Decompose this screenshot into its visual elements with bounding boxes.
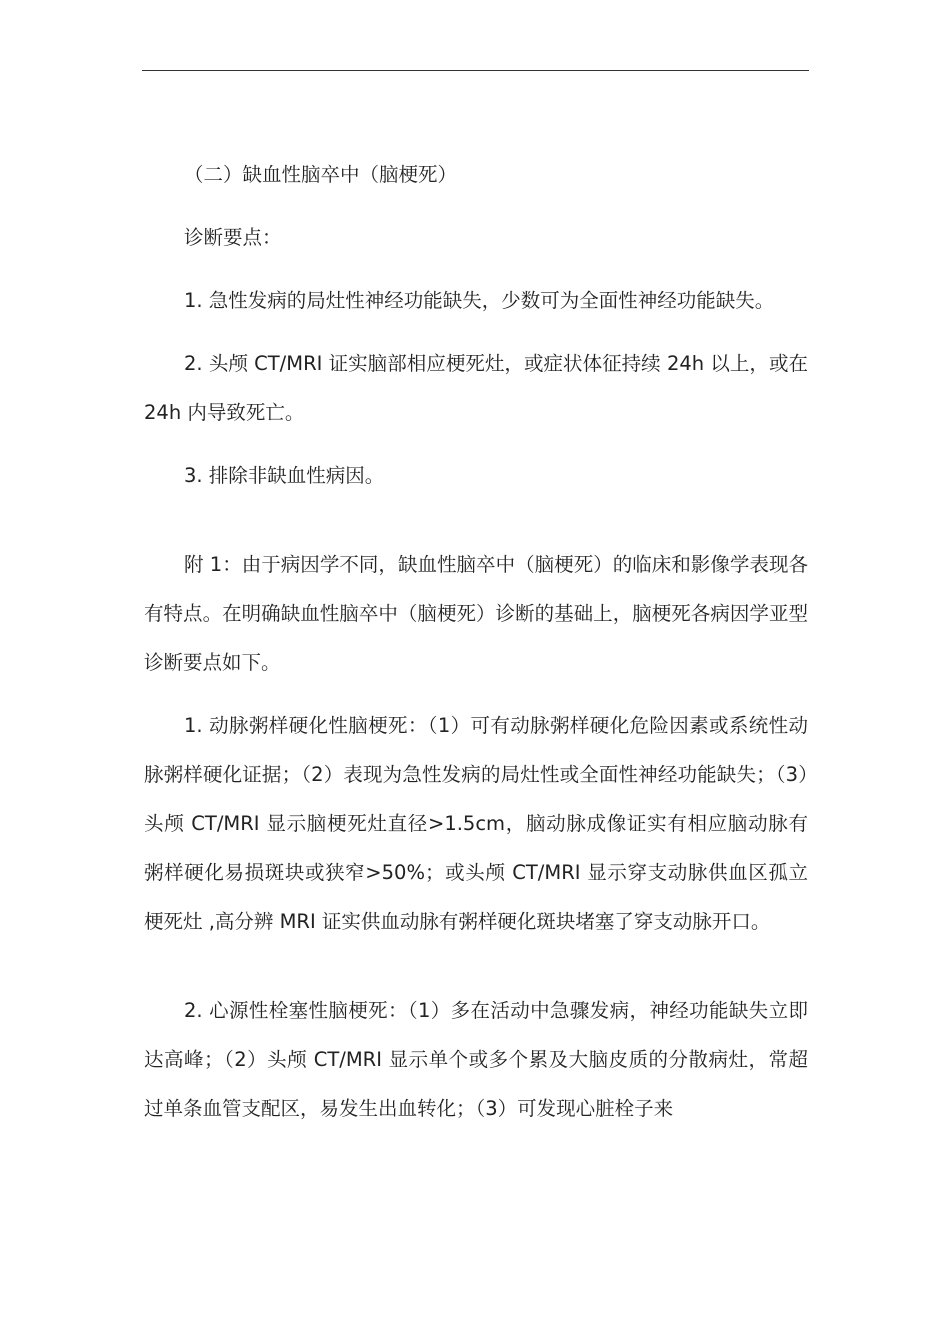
header-rule: [142, 70, 809, 71]
diagnosis-label: 诊断要点：: [184, 226, 282, 249]
criterion-1: 1. 急性发病的局灶性神经功能缺失，少数可为全面性神经功能缺失。: [184, 289, 775, 312]
section-heading: （二）缺血性脑卒中（脑梗死）: [184, 163, 458, 186]
document-body: [144, 150, 808, 1133]
criterion-2: 2. 头颅 CT/MRI 证实脑部相应梗死灶，或症状体征持续 24h 以上，或在 24h 内导致死亡。: [144, 352, 808, 424]
appendix-intro: 附 1：由于病因学不同，缺血性脑卒中（脑梗死）的临床和影像学表现各有特点。在明确缺血性脑卒中（脑梗死）诊断的基础上，脑梗死各病因学亚型诊断要点如下。: [144, 553, 808, 674]
criterion-3: 3. 排除非缺血性病因。: [184, 464, 385, 487]
subtype-atherosclerotic: 1. 动脉粥样硬化性脑梗死：（1）可有动脉粥样硬化危险因素或系统性动脉粥样硬化证据；（2）表现为急性发病的局灶性或全面性神经功能缺失；（3）头颅 CT/MRI 显示脑梗死灶直径>1.5cm，脑动脉成像证实有相应脑动脉有粥样硬化易损斑块或狭窄>50%；或头颅 CT/MRI 显示穿支动脉供血区孤立梗死灶 ,高分辨 MRI 证实供血动脉有粥样硬化斑块堵塞了穿支动脉开口。: [144, 714, 808, 933]
subtype-cardioembolic: 2. 心源性栓塞性脑梗死：（1）多在活动中急骤发病，神经功能缺失立即达高峰；（2）头颅 CT/MRI 显示单个或多个累及大脑皮质的分散病灶，常超过单条血管支配区，易发生出血转化；（3）可发现心脏栓子来: [144, 999, 808, 1120]
